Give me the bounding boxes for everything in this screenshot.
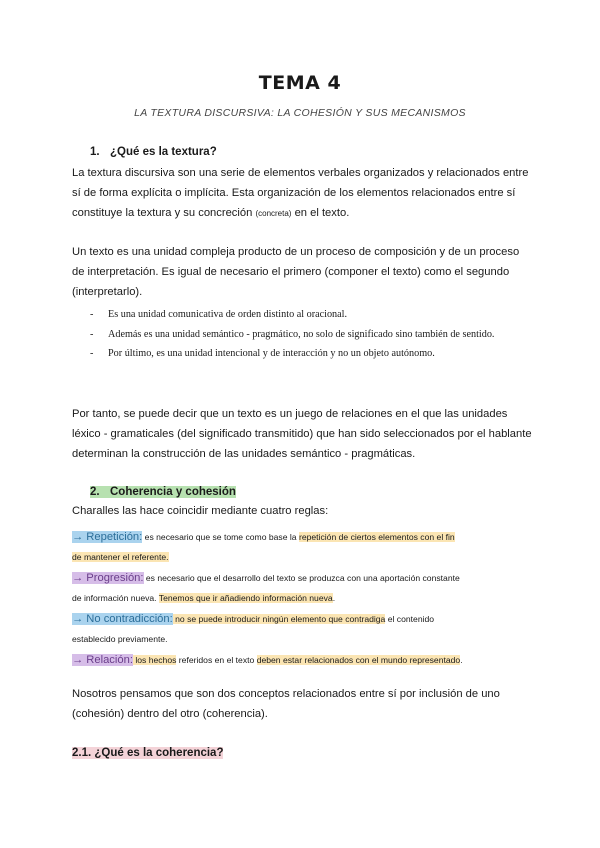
section1-heading [90, 146, 217, 158]
section1-bullet-list [90, 305, 530, 364]
rule-no-contradiccion: → No contradicción: no se puede introducir ningún elemento que contradiga el contenido establecido previamente. [72, 613, 435, 644]
rule-tag: → No contradicción: [72, 613, 173, 625]
list-item: - Además es una unidad semántico - pragmático, no solo de significado sino también de sentido. [90, 328, 495, 340]
list-item: - Por último, es una unidad intencional y de interacción y no un objeto autónomo. [90, 348, 435, 359]
section2-number: 2. [90, 486, 100, 498]
section1-paragraph3: Por tanto, se puede decir que un texto es un juego de relaciones en el que las unidades léxico - gramaticales (del significado transmitido) que han sido seleccionados por el hablante determinan la construcción de las unidades semántico - pragmáticas. [72, 408, 532, 460]
rule-tag: → Progresión: [72, 572, 144, 584]
rule-tag: → Relación: [72, 654, 133, 666]
rule-repeticion: → Repetición: es necesario que se tome como base la repetición de ciertos elementos con el fin de mantener el referente. [72, 531, 455, 562]
document-subtitle: LA TEXTURA DISCURSIVA: LA COHESIÓN Y SUS MECANISMOS [134, 107, 466, 119]
section1-paragraph1 [72, 163, 532, 224]
section21-heading: 2.1. ¿Qué es la coherencia? [72, 747, 224, 759]
section2-heading [90, 486, 236, 498]
document-title: TEMA 4 [258, 72, 342, 94]
rule-tag: → Repetición: [72, 531, 143, 543]
section2-title: Coherencia y cohesión [110, 486, 236, 498]
section2-paragraph: Nosotros pensamos que son dos conceptos relacionados entre sí por inclusión de uno (cohesión) dentro del otro (coherencia). [72, 688, 500, 720]
section1-title: ¿Qué es la textura? [110, 146, 217, 158]
rule-progresion: → Progresión: es necesario que el desarrollo del texto se produzca con una aportación constante de información nueva. Tenemos que ir añadiendo información nueva. [72, 572, 460, 603]
para1-text: La textura discursiva son una serie de elementos verbales organizados y relacionados entre sí de forma explícita o implícita. Esta organización de los elementos relacionados entre sí constituye la textura y su concreción [72, 167, 529, 219]
section1-paragraph2: Un texto es una unidad compleja producto de un proceso de composición y de un proceso de interpretación. Es igual de necesario el primero (componer el texto) como el segundo (interpretarlo). [72, 246, 520, 298]
list-item: - Es una unidad comunicativa de orden distinto al oracional. [90, 309, 348, 320]
para1-small-note: (concreta) [255, 209, 292, 218]
rule-relacion: → Relación: los hechos referidos en el texto deben estar relacionados con el mundo representado. [72, 654, 463, 666]
section2-intro: Charalles las hace coincidir mediante cuatro reglas: [72, 505, 329, 517]
section1-number: 1. [90, 146, 100, 158]
para1-text-end: en el texto. [291, 207, 350, 219]
